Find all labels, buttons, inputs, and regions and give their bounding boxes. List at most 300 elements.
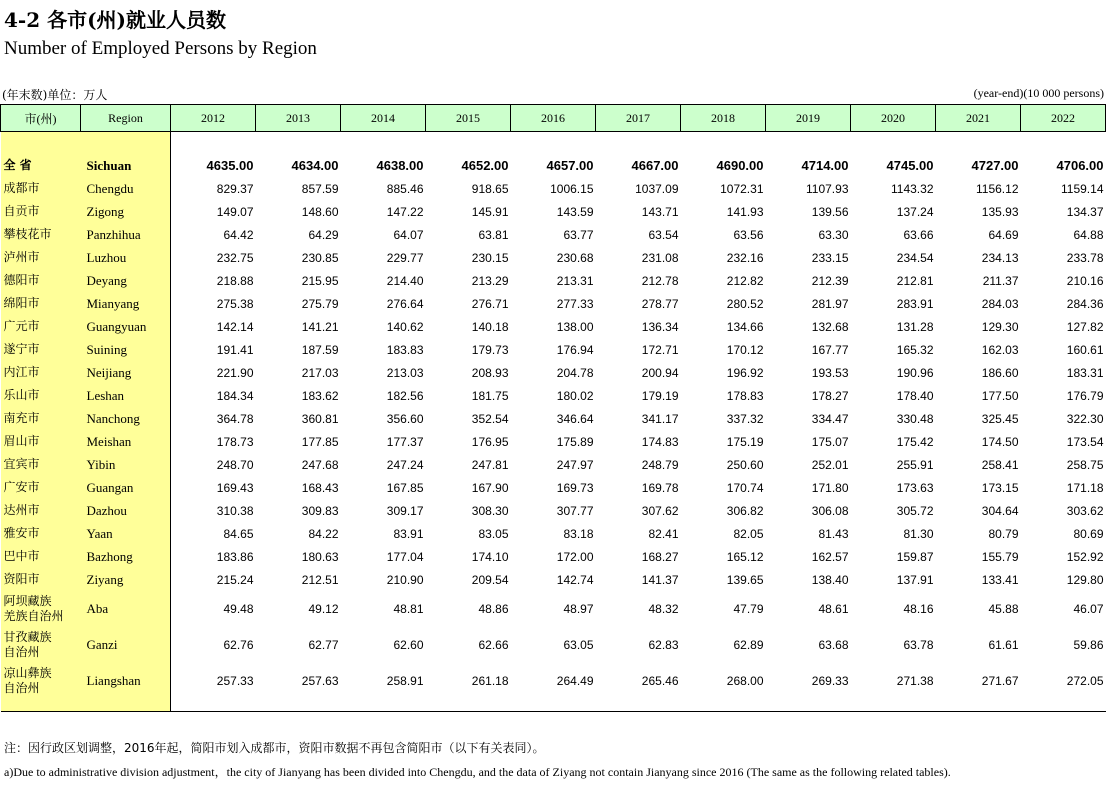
header-year: 2020: [851, 105, 936, 132]
region-name-en: Ziyang: [81, 568, 171, 591]
value-cell: 169.43: [216, 480, 254, 495]
value-cell: 341.17: [641, 411, 679, 426]
value-cell: 308.30: [471, 503, 509, 518]
value-cell: 271.67: [981, 674, 1019, 688]
header-region-cn: 市(州): [1, 105, 81, 132]
value-cell: 175.42: [896, 434, 934, 449]
value-cell: 129.30: [981, 319, 1019, 334]
value-cell: 62.83: [648, 638, 679, 652]
value-cell: 180.63: [301, 549, 339, 564]
value-cell: 303.62: [1066, 503, 1104, 518]
value-cell: 310.38: [216, 503, 254, 518]
table-row: [1, 246, 1106, 269]
value-cell: 80.79: [988, 526, 1019, 541]
value-cell: 133.41: [981, 572, 1019, 587]
region-name-cn: 凉山彝族 自治州: [1, 663, 81, 699]
value-cell: 918.65: [471, 181, 509, 196]
value-cell: 204.78: [556, 365, 594, 380]
value-cell: 190.96: [896, 365, 934, 380]
region-name-en: Panzhihua: [81, 223, 171, 246]
value-cell: 140.18: [471, 319, 509, 334]
table-row: [1, 384, 1106, 407]
region-name-cn: 南充市: [1, 407, 81, 430]
value-cell: 281.97: [811, 296, 849, 311]
table-row: [1, 407, 1106, 430]
value-cell: 208.93: [471, 365, 509, 380]
table-row: [1, 499, 1106, 522]
value-cell: 261.18: [471, 674, 509, 688]
value-cell: 247.97: [556, 457, 594, 472]
table-row: [1, 269, 1106, 292]
value-cell: 177.85: [301, 434, 339, 449]
region-name-cn: 自贡市: [1, 200, 81, 223]
table-row: [1, 522, 1106, 545]
region-name-cn: 巴中市: [1, 545, 81, 568]
value-cell: 62.76: [223, 638, 254, 652]
region-name-cn: 雅安市: [1, 522, 81, 545]
value-cell: 252.01: [811, 457, 849, 472]
value-cell: 217.03: [301, 365, 339, 380]
region-name-cn: 攀枝花市: [1, 223, 81, 246]
value-cell: 306.82: [726, 503, 764, 518]
region-name-cn: 全 省: [1, 154, 81, 177]
value-cell: 305.72: [896, 503, 934, 518]
header-year: 2013: [256, 105, 341, 132]
unit-label-en: (year-end)(10 000 persons): [973, 86, 1104, 100]
value-cell: 181.75: [471, 388, 509, 403]
value-cell: 63.66: [903, 227, 934, 242]
table-row: [1, 627, 1106, 663]
region-name-cn: 泸州市: [1, 246, 81, 269]
value-cell: 165.32: [896, 342, 934, 357]
value-cell: 4690.00: [716, 158, 764, 173]
data-table-container: [0, 104, 1106, 712]
value-cell: 48.32: [648, 602, 679, 616]
value-cell: 45.88: [988, 602, 1019, 616]
value-cell: 232.16: [726, 250, 764, 265]
value-cell: 1072.31: [720, 181, 764, 196]
region-name-en: Neijiang: [81, 361, 171, 384]
value-cell: 272.05: [1066, 674, 1104, 688]
value-cell: 64.07: [393, 227, 424, 242]
value-cell: 177.04: [386, 549, 424, 564]
value-cell: 83.91: [393, 526, 424, 541]
value-cell: 212.51: [301, 572, 339, 587]
table-row: [1, 177, 1106, 200]
region-name-cn: 德阳市: [1, 269, 81, 292]
region-name-en: Luzhou: [81, 246, 171, 269]
value-cell: 134.66: [726, 319, 764, 334]
value-cell: 59.86: [1073, 638, 1104, 652]
value-cell: 229.77: [386, 250, 424, 265]
value-cell: 322.30: [1066, 411, 1104, 426]
table-row: [1, 568, 1106, 591]
value-cell: 64.88: [1073, 227, 1104, 242]
table-row: [1, 545, 1106, 568]
value-cell: 160.61: [1066, 342, 1104, 357]
spacer-row: [1, 132, 1106, 155]
value-cell: 148.60: [301, 204, 339, 219]
table-row: [1, 476, 1106, 499]
value-cell: 304.64: [981, 503, 1019, 518]
header-year: 2021: [936, 105, 1021, 132]
region-name-en: Ganzi: [81, 627, 171, 663]
value-cell: 4706.00: [1056, 158, 1104, 173]
value-cell: 4714.00: [801, 158, 849, 173]
value-cell: 269.33: [811, 674, 849, 688]
value-cell: 4638.00: [376, 158, 424, 173]
region-name-en: Aba: [81, 591, 171, 627]
value-cell: 139.56: [811, 204, 849, 219]
value-cell: 1143.32: [891, 181, 934, 196]
value-cell: 275.38: [216, 296, 254, 311]
value-cell: 234.54: [896, 250, 934, 265]
value-cell: 174.83: [641, 434, 679, 449]
table-row: [1, 154, 1106, 177]
value-cell: 211.37: [982, 273, 1019, 288]
region-name-en: Guangan: [81, 476, 171, 499]
value-cell: 232.75: [216, 250, 254, 265]
unit-label-cn: (年末数)单位：万人: [2, 88, 108, 102]
value-cell: 307.62: [641, 503, 679, 518]
value-cell: 167.77: [811, 342, 849, 357]
value-cell: 178.73: [216, 434, 254, 449]
value-cell: 234.13: [981, 250, 1019, 265]
value-cell: 174.10: [471, 549, 509, 564]
value-cell: 183.83: [386, 342, 424, 357]
value-cell: 183.62: [301, 388, 339, 403]
value-cell: 1159.14: [1061, 181, 1104, 196]
value-cell: 81.30: [903, 526, 934, 541]
value-cell: 258.41: [981, 457, 1019, 472]
value-cell: 196.92: [726, 365, 764, 380]
region-name-cn: 甘孜藏族 自治州: [1, 627, 81, 663]
value-cell: 61.61: [988, 638, 1019, 652]
value-cell: 271.38: [896, 674, 934, 688]
region-name-en: Yibin: [81, 453, 171, 476]
value-cell: 1037.09: [635, 181, 679, 196]
value-cell: 140.62: [386, 319, 424, 334]
value-cell: 175.07: [811, 434, 849, 449]
value-cell: 187.59: [301, 342, 339, 357]
value-cell: 213.29: [471, 273, 509, 288]
region-name-cn: 宜宾市: [1, 453, 81, 476]
table-row: [1, 453, 1106, 476]
value-cell: 62.60: [393, 638, 424, 652]
value-cell: 284.03: [981, 296, 1019, 311]
value-cell: 4652.00: [461, 158, 509, 173]
region-name-cn: 广元市: [1, 315, 81, 338]
value-cell: 48.61: [818, 602, 849, 616]
value-cell: 141.21: [301, 319, 339, 334]
region-name-cn: 广安市: [1, 476, 81, 499]
value-cell: 330.48: [896, 411, 934, 426]
value-cell: 178.83: [726, 388, 764, 403]
value-cell: 218.88: [216, 273, 254, 288]
table-body: [1, 132, 1106, 712]
value-cell: 149.07: [216, 204, 254, 219]
value-cell: 141.93: [726, 204, 764, 219]
value-cell: 177.50: [981, 388, 1019, 403]
value-cell: 250.60: [726, 457, 764, 472]
value-cell: 63.77: [563, 227, 594, 242]
value-cell: 258.91: [386, 674, 424, 688]
value-cell: 64.29: [308, 227, 339, 242]
value-cell: 364.78: [216, 411, 254, 426]
value-cell: 173.15: [981, 480, 1019, 495]
value-cell: 131.28: [896, 319, 934, 334]
value-cell: 356.60: [386, 411, 424, 426]
value-cell: 147.22: [386, 204, 424, 219]
value-cell: 167.90: [471, 480, 509, 495]
value-cell: 145.91: [471, 204, 509, 219]
value-cell: 212.81: [896, 273, 934, 288]
value-cell: 264.49: [556, 674, 594, 688]
region-name-cn: 资阳市: [1, 568, 81, 591]
value-cell: 309.83: [301, 503, 339, 518]
value-cell: 178.40: [896, 388, 934, 403]
value-cell: 172.00: [556, 549, 594, 564]
value-cell: 346.64: [556, 411, 594, 426]
value-cell: 215.95: [301, 273, 339, 288]
value-cell: 177.37: [386, 434, 424, 449]
value-cell: 142.74: [556, 572, 594, 587]
value-cell: 230.68: [556, 250, 594, 265]
value-cell: 4667.00: [631, 158, 679, 173]
value-cell: 176.79: [1066, 388, 1104, 403]
header-year: 2019: [766, 105, 851, 132]
value-cell: 48.81: [393, 602, 424, 616]
value-cell: 170.74: [726, 480, 764, 495]
value-cell: 258.75: [1066, 457, 1104, 472]
value-cell: 63.54: [648, 227, 679, 242]
value-cell: 175.19: [726, 434, 764, 449]
header-year: 2012: [171, 105, 256, 132]
region-name-en: Meishan: [81, 430, 171, 453]
value-cell: 162.57: [811, 549, 849, 564]
value-cell: 257.63: [301, 674, 339, 688]
value-cell: 82.41: [648, 526, 679, 541]
value-cell: 49.48: [223, 602, 254, 616]
value-cell: 62.89: [733, 638, 764, 652]
table-row: [1, 338, 1106, 361]
region-name-en: Guangyuan: [81, 315, 171, 338]
value-cell: 4634.00: [291, 158, 339, 173]
value-cell: 829.37: [216, 181, 254, 196]
table-row: [1, 361, 1106, 384]
region-name-en: Chengdu: [81, 177, 171, 200]
region-name-en: Dazhou: [81, 499, 171, 522]
employment-table: [0, 104, 1106, 712]
value-cell: 265.46: [641, 674, 679, 688]
region-name-en: Deyang: [81, 269, 171, 292]
spacer-row: [1, 699, 1106, 712]
value-cell: 268.00: [726, 674, 764, 688]
value-cell: 1006.15: [550, 181, 594, 196]
table-row: [1, 200, 1106, 223]
region-name-en: Leshan: [81, 384, 171, 407]
value-cell: 352.54: [471, 411, 509, 426]
value-cell: 46.07: [1073, 602, 1104, 616]
value-cell: 337.32: [726, 411, 764, 426]
value-cell: 168.43: [301, 480, 339, 495]
value-cell: 212.78: [641, 273, 679, 288]
value-cell: 174.50: [981, 434, 1019, 449]
region-name-cn: 遂宁市: [1, 338, 81, 361]
value-cell: 200.94: [641, 365, 679, 380]
region-name-cn: 阿坝藏族 羌族自治州: [1, 591, 81, 627]
value-cell: 171.18: [1066, 480, 1104, 495]
region-name-en: Zigong: [81, 200, 171, 223]
value-cell: 64.69: [988, 227, 1019, 242]
table-row: [1, 430, 1106, 453]
value-cell: 64.42: [223, 227, 254, 242]
value-cell: 212.82: [726, 273, 764, 288]
value-cell: 48.86: [478, 602, 509, 616]
header-year: 2022: [1021, 105, 1106, 132]
value-cell: 277.33: [556, 296, 594, 311]
value-cell: 162.03: [981, 342, 1019, 357]
value-cell: 132.68: [811, 319, 849, 334]
table-row: [1, 315, 1106, 338]
value-cell: 129.80: [1066, 572, 1104, 587]
value-cell: 179.19: [641, 388, 679, 403]
region-name-cn: 绵阳市: [1, 292, 81, 315]
table-row: [1, 292, 1106, 315]
value-cell: 278.77: [641, 296, 679, 311]
value-cell: 212.39: [811, 273, 849, 288]
table-row: [1, 591, 1106, 627]
value-cell: 214.40: [386, 273, 424, 288]
value-cell: 175.89: [556, 434, 594, 449]
value-cell: 360.81: [301, 411, 339, 426]
value-cell: 62.66: [478, 638, 509, 652]
value-cell: 172.71: [641, 342, 679, 357]
value-cell: 183.31: [1066, 365, 1104, 380]
value-cell: 248.79: [641, 457, 679, 472]
region-name-en: Sichuan: [81, 154, 171, 177]
value-cell: 81.43: [818, 526, 849, 541]
value-cell: 191.41: [216, 342, 254, 357]
value-cell: 307.77: [556, 503, 594, 518]
value-cell: 139.65: [726, 572, 764, 587]
value-cell: 83.05: [478, 526, 509, 541]
value-cell: 1156.12: [976, 181, 1019, 196]
header-row: [1, 105, 1106, 132]
header-year: 2018: [681, 105, 766, 132]
value-cell: 213.03: [386, 365, 424, 380]
value-cell: 247.24: [386, 457, 424, 472]
value-cell: 247.81: [471, 457, 509, 472]
value-cell: 138.00: [556, 319, 594, 334]
footnote-cn: 注：因行政区划调整，2016年起，简阳市划入成都市，资阳市数据不再包含简阳市（以下有关表同）。: [4, 741, 545, 755]
header-year: 2017: [596, 105, 681, 132]
value-cell: 47.79: [733, 602, 764, 616]
value-cell: 186.60: [981, 365, 1019, 380]
value-cell: 63.81: [478, 227, 509, 242]
table-title-en: Number of Employed Persons by Region: [4, 38, 317, 59]
table-row: [1, 223, 1106, 246]
value-cell: 80.69: [1073, 526, 1104, 541]
header-year: 2014: [341, 105, 426, 132]
header-year: 2015: [426, 105, 511, 132]
value-cell: 275.79: [301, 296, 339, 311]
value-cell: 143.71: [641, 204, 679, 219]
value-cell: 167.85: [386, 480, 424, 495]
value-cell: 169.78: [641, 480, 679, 495]
region-name-cn: 成都市: [1, 177, 81, 200]
region-name-en: Liangshan: [81, 663, 171, 699]
value-cell: 136.34: [641, 319, 679, 334]
value-cell: 141.37: [641, 572, 679, 587]
region-name-en: Nanchong: [81, 407, 171, 430]
value-cell: 4745.00: [886, 158, 934, 173]
value-cell: 63.30: [818, 227, 849, 242]
value-cell: 213.31: [556, 273, 594, 288]
value-cell: 4727.00: [971, 158, 1019, 173]
value-cell: 63.78: [903, 638, 934, 652]
value-cell: 62.77: [308, 638, 339, 652]
value-cell: 137.24: [896, 204, 934, 219]
value-cell: 83.18: [563, 526, 594, 541]
value-cell: 325.45: [981, 411, 1019, 426]
value-cell: 179.73: [471, 342, 509, 357]
value-cell: 168.27: [641, 549, 679, 564]
value-cell: 248.70: [216, 457, 254, 472]
value-cell: 230.85: [301, 250, 339, 265]
value-cell: 233.15: [811, 250, 849, 265]
value-cell: 138.40: [811, 572, 849, 587]
value-cell: 184.34: [216, 388, 254, 403]
value-cell: 63.68: [818, 638, 849, 652]
value-cell: 283.91: [896, 296, 934, 311]
value-cell: 63.05: [563, 638, 594, 652]
value-cell: 135.93: [981, 204, 1019, 219]
region-name-en: Bazhong: [81, 545, 171, 568]
value-cell: 48.97: [563, 602, 594, 616]
value-cell: 885.46: [386, 181, 424, 196]
value-cell: 159.87: [896, 549, 934, 564]
value-cell: 233.78: [1066, 250, 1104, 265]
value-cell: 176.95: [471, 434, 509, 449]
value-cell: 49.12: [308, 602, 339, 616]
region-name-cn: 眉山市: [1, 430, 81, 453]
region-name-cn: 达州市: [1, 499, 81, 522]
value-cell: 173.54: [1066, 434, 1104, 449]
value-cell: 276.64: [386, 296, 424, 311]
table-title-cn: 4-2 各市(州)就业人员数: [4, 8, 227, 32]
value-cell: 84.65: [223, 526, 254, 541]
value-cell: 247.68: [301, 457, 339, 472]
value-cell: 48.16: [903, 602, 934, 616]
value-cell: 209.54: [471, 572, 509, 587]
value-cell: 306.08: [811, 503, 849, 518]
value-cell: 127.82: [1066, 319, 1104, 334]
value-cell: 210.90: [386, 572, 424, 587]
header-region-en: Region: [81, 105, 171, 132]
table-row: [1, 663, 1106, 699]
value-cell: 334.47: [811, 411, 849, 426]
value-cell: 231.08: [641, 250, 679, 265]
value-cell: 221.90: [216, 365, 254, 380]
value-cell: 82.05: [733, 526, 764, 541]
value-cell: 170.12: [726, 342, 764, 357]
value-cell: 143.59: [556, 204, 594, 219]
value-cell: 284.36: [1066, 296, 1104, 311]
region-name-en: Mianyang: [81, 292, 171, 315]
value-cell: 142.14: [216, 319, 254, 334]
value-cell: 152.92: [1066, 549, 1104, 564]
